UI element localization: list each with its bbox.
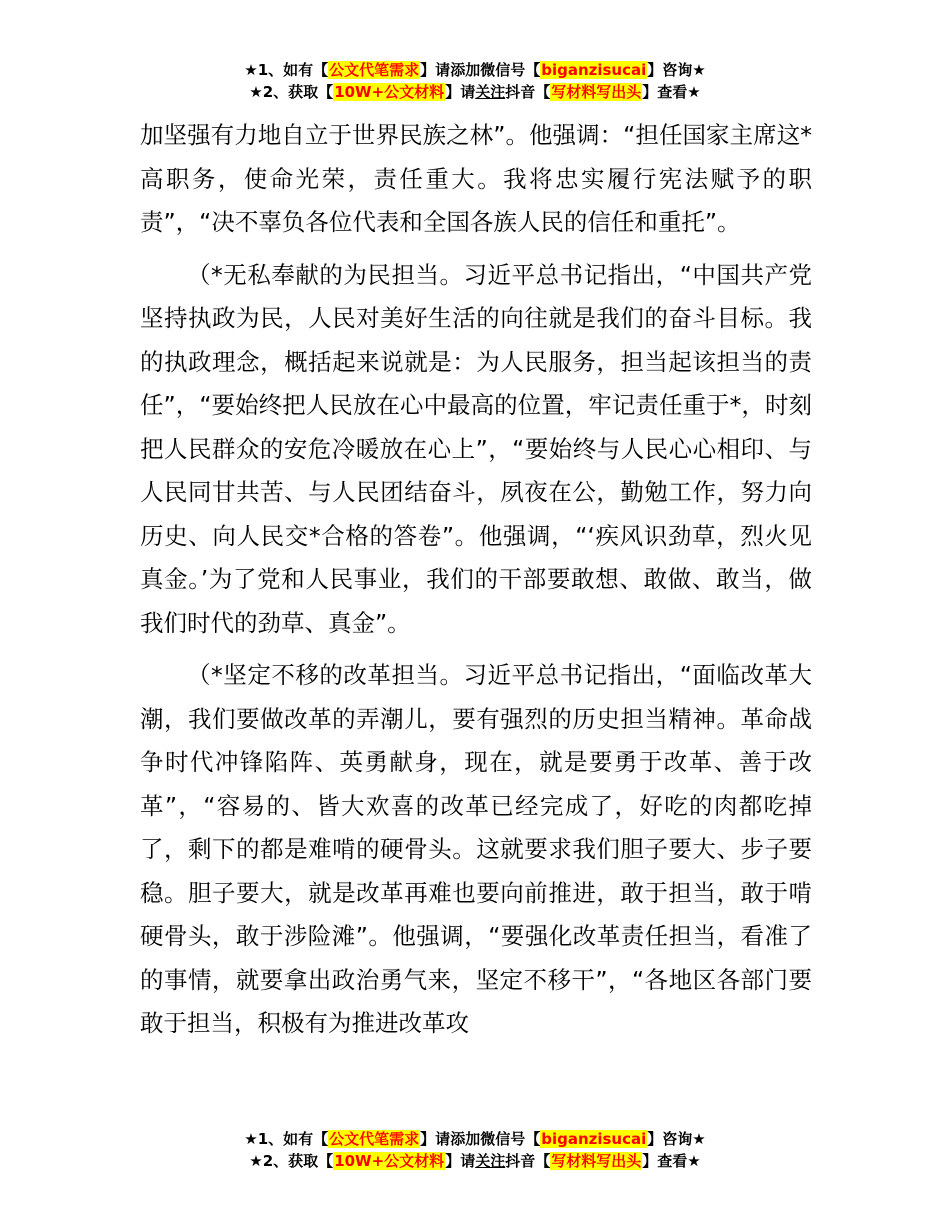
banner-text: ★2、获取【: [249, 1152, 334, 1170]
paragraph-1: 加坚强有力地自立于世界民族之林”。他强调：“担任国家主席这*高职务，使命光荣，责任重大。我将忠实履行宪法赋予的职责”，“决不辜负各位代表和全国各族人民的信任和重托”。: [140, 121, 812, 236]
highlight-materials: 10W+公文材料: [334, 83, 445, 101]
highlight-wechat-id: biganzisucai: [541, 1130, 647, 1148]
header-banner-line-2: [0, 81, 950, 103]
header-banner-line-1: [0, 59, 950, 81]
emphasis-follow: 关注: [475, 1152, 506, 1170]
footer-banner-line-2: [0, 1150, 950, 1172]
banner-text: 抖音【: [505, 83, 551, 101]
highlight-wechat-id: biganzisucai: [541, 61, 647, 79]
banner-text: 微信号【: [480, 61, 541, 79]
header-banner: [0, 59, 950, 103]
banner-text: 】查看★: [642, 83, 701, 101]
banner-text: 】请: [420, 61, 451, 79]
banner-text: ★1、如有【: [244, 1130, 329, 1148]
banner-text: ★1、如有【: [244, 61, 329, 79]
banner-text: 】咨询★: [647, 61, 706, 79]
highlight-materials: 10W+公文材料: [334, 1152, 445, 1170]
highlight-writing-service: 公文代笔需求: [329, 61, 420, 79]
footer-banner-line-1: [0, 1128, 950, 1150]
highlight-douyin-account: 写材料写出头: [551, 83, 642, 101]
banner-text: 抖音【: [505, 1152, 551, 1170]
banner-text: 】请: [445, 83, 476, 101]
banner-text: 】咨询★: [647, 1130, 706, 1148]
banner-text: ★2、获取【: [249, 83, 334, 101]
document-body: [140, 114, 812, 1055]
paragraph-2: （*无私奉献的为民担当。习近平总书记指出，“中国共产党坚持执政为民，人民对美好生活的向往就是我们的奋斗目标。我的执政理念，概括起来说就是：为人民服务，担当起该担当的责任”，“要始终把人民放在心中最高的位置，牢记责任重于*，时刻把人民群众的安危冷暖放在心上”，“要始终与人民心心相印、与人民同甘共苦、与人民团结奋斗，夙夜在公，勤勉工作，努力向历史、向人民交*合格的答卷”。他强调，“‘疾风识劲草，烈火见真金。’为了党和人民事业，我们的干部要敢想、敢做、敢当，做我们时代的劲草、真金”。: [140, 260, 812, 637]
highlight-writing-service: 公文代笔需求: [329, 1130, 420, 1148]
banner-text: 微信号【: [480, 1130, 541, 1148]
emphasis-add: 添加: [450, 61, 481, 79]
highlight-douyin-account: 写材料写出头: [551, 1152, 642, 1170]
emphasis-follow: 关注: [475, 83, 506, 101]
paragraph-3: （*坚定不移的改革担当。习近平总书记指出，“面临改革大潮，我们要做改革的弄潮儿，要有强烈的历史担当精神。革命战争时代冲锋陷阵、英勇献身，现在，就是要勇于改革、善于改革”，“容易的、皆大欢喜的改革已经完成了，好吃的肉都吃掉了，剩下的都是难啃的硬骨头。这就要求我们胆子要大、步子要稳。胆子要大，就是改革再难也要向前推进，敢于担当，敢于啃硬骨头，敢于涉险滩”。他强调，“要强化改革责任担当，看准了的事情，就要拿出政治勇气来，坚定不移干”，“各地区各部门要敢于担当，积极有为推进改革攻: [140, 661, 812, 1037]
emphasis-add: 添加: [450, 1130, 481, 1148]
banner-text: 】请: [445, 1152, 476, 1170]
banner-text: 】请: [420, 1130, 451, 1148]
footer-banner: [0, 1128, 950, 1172]
banner-text: 】查看★: [642, 1152, 701, 1170]
